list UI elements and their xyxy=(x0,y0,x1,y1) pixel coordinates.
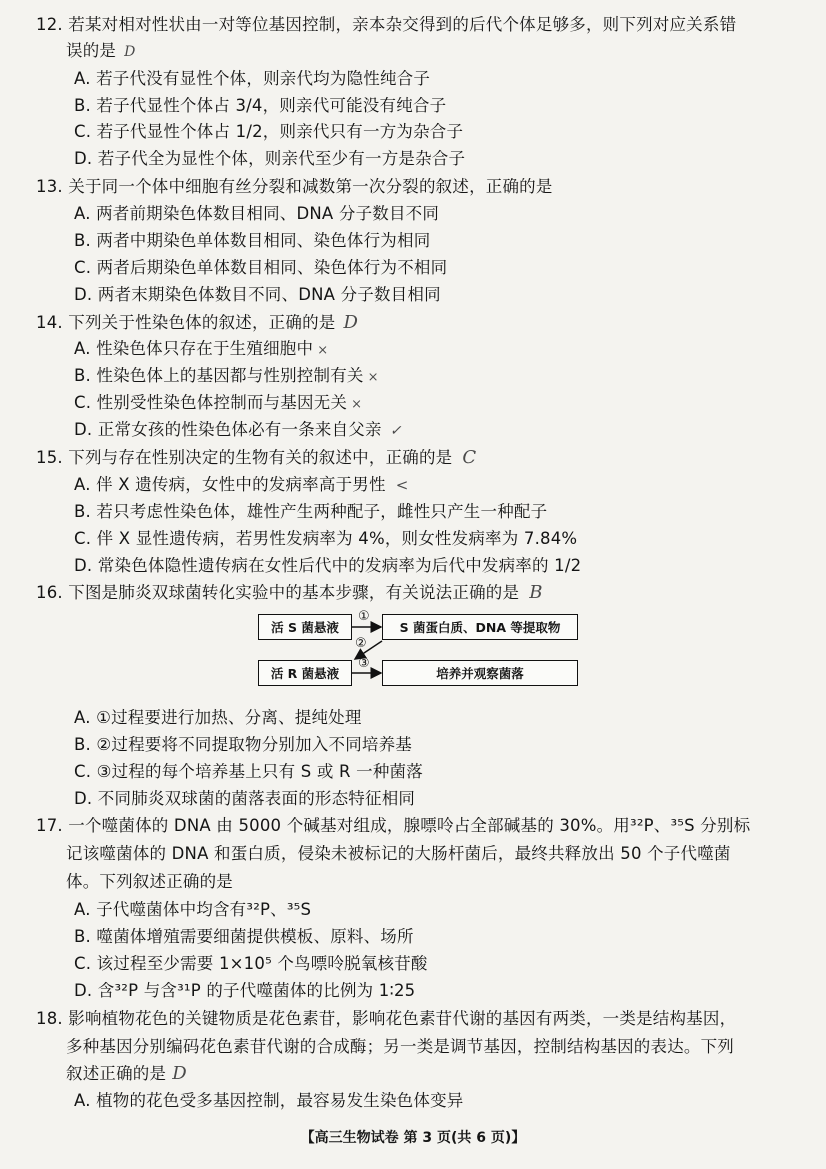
q14-handwritten-answer: D xyxy=(343,312,359,333)
q14-c-cross-mark: × xyxy=(351,397,363,412)
q15-option-b: B. 若只考虑性染色体，雄性产生两种配子，雌性只产生一种配子 xyxy=(74,502,548,521)
q14-d-check-mark: ✓ xyxy=(389,423,402,439)
q18-handwritten-answer: D xyxy=(172,1063,187,1084)
box-live-r-suspension: 活 R 菌悬液 xyxy=(258,660,352,686)
q12-option-a: A. 若子代没有显性个体，则亲代均为隐性纯合子 xyxy=(74,69,431,88)
q16-stem: 16. 下图是肺炎双球菌转化实验中的基本步骤，有关说法正确的是 B xyxy=(36,582,543,603)
q17-stem-line2: 记该噬菌体的 DNA 和蛋白质，侵染未被标记的大肠杆菌后，最终共释放出 50 个子代噬菌 xyxy=(66,844,731,863)
q14-option-a: A. 性染色体只存在于生殖细胞中 × xyxy=(74,339,329,358)
q13-option-d: D. 两者末期染色体数目不同、DNA 分子数目相同 xyxy=(74,285,441,304)
q12-option-c: C. 若子代显性个体占 1/2，则亲代只有一方为杂合子 xyxy=(74,122,464,141)
q12-option-b: B. 若子代显性个体占 3/4，则亲代可能没有纯合子 xyxy=(74,96,447,115)
q18-option-a: A. 植物的花色受多基因控制，最容易发生染色体变异 xyxy=(74,1091,464,1110)
q14-stem: 14. 下列关于性染色体的叙述，正确的是 D xyxy=(36,312,359,333)
q17-stem-line1: 17. 一个噬菌体的 DNA 由 5000 个碱基对组成，腺嘌呤占全部碱基的 30%。用³²P、³⁵S 分别标 xyxy=(36,816,751,835)
q14-b-cross-mark: × xyxy=(367,370,379,385)
q18-stem-line3: 叙述正确的是 D xyxy=(66,1063,187,1084)
arrow-step-2 xyxy=(355,641,382,659)
q16-option-c: C. ③过程的每个培养基上只有 S 或 R 一种菌落 xyxy=(74,762,423,781)
q16-option-b: B. ②过程要将不同提取物分别加入不同培养基 xyxy=(74,735,413,754)
q17-option-c: C. 该过程至少需要 1×10⁵ 个鸟嘌呤脱氧核苷酸 xyxy=(74,954,428,973)
q18-stem-line1: 18. 影响植物花色的关键物质是花色素苷，影响花色素苷代谢的基因有两类，一类是结构基因， xyxy=(36,1009,737,1028)
page-footer: 【高三生物试卷 第 3 页(共 6 页)】 xyxy=(300,1130,526,1146)
q17-option-b: B. 噬菌体增殖需要细菌提供模板、原料、场所 xyxy=(74,927,414,946)
q13-option-b: B. 两者中期染色单体数目相同、染色体行为相同 xyxy=(74,231,431,250)
step-3-label: ③ xyxy=(358,656,370,671)
q14-option-d: D. 正常女孩的性染色体必有一条来自父亲 ✓ xyxy=(74,420,402,439)
q12-option-d: D. 若子代全为显性个体，则亲代至少有一方是杂合子 xyxy=(74,149,466,168)
q16-handwritten-answer: B xyxy=(529,582,543,603)
q13-stem: 13. 关于同一个体中细胞有丝分裂和减数第一次分裂的叙述，正确的是 xyxy=(36,177,553,196)
q17-option-d: D. 含³²P 与含³¹P 的子代噬菌体的比例为 1∶25 xyxy=(74,981,416,1000)
box-live-s-suspension: 活 S 菌悬液 xyxy=(258,614,352,640)
q12-stem-line2: 误的是 D xyxy=(66,41,136,60)
q15-a-handwritten-mark: < xyxy=(395,476,409,494)
q13-option-a: A. 两者前期染色体数目相同、DNA 分子数目不同 xyxy=(74,204,440,223)
q15-option-c: C. 伴 X 显性遗传病，若男性发病率为 4%，则女性发病率为 7.84% xyxy=(74,529,578,548)
step-1-label: ① xyxy=(358,609,370,624)
q15-handwritten-answer: C xyxy=(462,447,477,468)
box-s-extract: S 菌蛋白质、DNA 等提取物 xyxy=(382,614,578,640)
q15-stem: 15. 下列与存在性别决定的生物有关的叙述中，正确的是 C xyxy=(36,447,477,468)
q13-option-c: C. 两者后期染色单体数目相同、染色体行为不相同 xyxy=(74,258,448,277)
q16-option-a: A. ①过程要进行加热、分离、提纯处理 xyxy=(74,708,362,727)
q14-a-cross-mark: × xyxy=(317,343,329,358)
q12-stem-line1: 12. 若某对相对性状由一对等位基因控制，亲本杂交得到的后代个体足够多，则下列对应关系错 xyxy=(36,15,737,34)
q18-stem-line2: 多种基因分别编码花色素苷代谢的合成酶；另一类是调节基因，控制结构基因的表达。下列 xyxy=(66,1037,734,1056)
q15-option-a: A. 伴 X 遗传病，女性中的发病率高于男性 < xyxy=(74,475,409,494)
step-2-label: ② xyxy=(355,636,367,651)
q15-option-d: D. 常染色体隐性遗传病在女性后代中的发病率为后代中发病率的 1/2 xyxy=(74,556,582,575)
q17-option-a: A. 子代噬菌体中均含有³²P、³⁵S xyxy=(74,900,312,919)
q14-option-b: B. 性染色体上的基因都与性别控制有关 × xyxy=(74,366,379,385)
q16-option-d: D. 不同肺炎双球菌的菌落表面的形态特征相同 xyxy=(74,789,416,808)
q17-stem-line3: 体。下列叙述正确的是 xyxy=(66,872,233,891)
box-culture-observe: 培养并观察菌落 xyxy=(382,660,578,686)
q12-handwritten-answer: D xyxy=(124,44,136,60)
q14-option-c: C. 性别受性染色体控制而与基因无关 × xyxy=(74,393,363,412)
